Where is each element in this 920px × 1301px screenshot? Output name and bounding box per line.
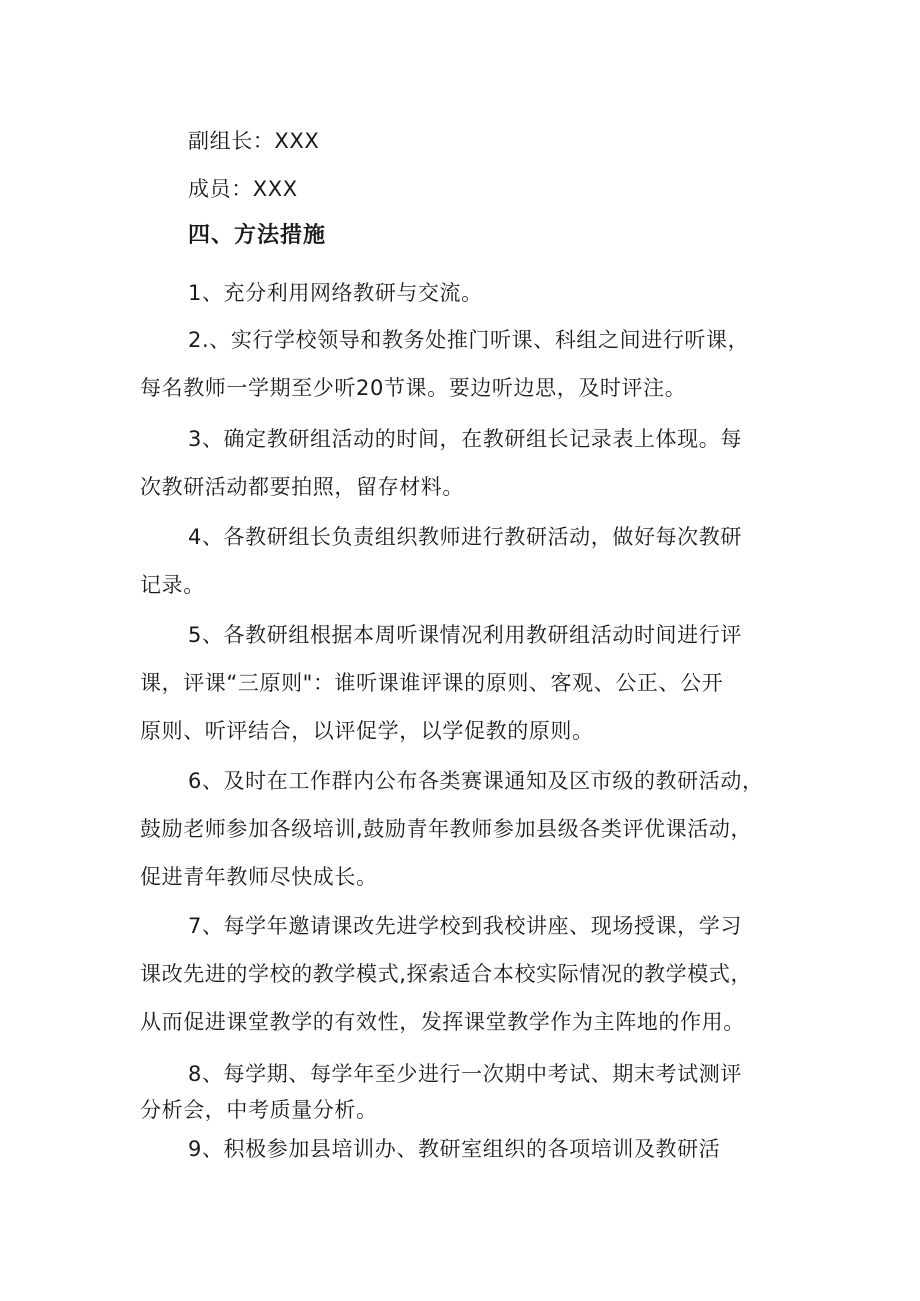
item-1-line-1: 1、充分利用网络教研与交流。 [188,281,483,305]
item-6-line-3: 促进青年教师尽快成长。 [140,865,378,889]
item-5-line-3: 原则、听评结合，以评促学，以学促教的原则。 [140,719,594,743]
item-6-line-1: 6、及时在工作群内公布各类赛课通知及区市级的教研活动， [188,769,764,793]
section-heading: 四、方法措施 [188,223,327,248]
item-5-line-1: 5、各教研组根据本周听课情况利用教研组活动时间进行评 [188,623,742,647]
members-line: 成员：XXX [188,177,298,201]
item-2-line-1: 2.、实行学校领导和教务处推门听课、科组之间进行听课， [188,328,750,352]
item-3-line-2: 次教研活动都要拍照，留存材料。 [140,475,464,499]
item-8-line-2: 分析会，中考质量分析。 [140,1098,378,1122]
item-6-line-2: 鼓励老师参加各级培训,鼓励青年教师参加县级各类评优课活动， [140,817,753,841]
item-2-line-2: 每名教师一学期至少听20节课。要边听边思，及时评注。 [140,376,687,400]
item-5-line-2: 课，评课“三原则"：谁听课谁评课的原则、客观、公正、公开 [140,671,724,695]
item-3-line-1: 3、确定教研组活动的时间，在教研组长记录表上体现。每 [188,427,742,451]
deputy-leader-line: 副组长：XXX [188,129,320,153]
item-4-line-1: 4、各教研组长负责组织教师进行教研活动，做好每次教研 [188,525,742,549]
item-9-line-1: 9、积极参加县培训办、教研室组织的各项培训及教研活 [188,1137,721,1161]
item-8-line-1: 8、每学期、每学年至少进行一次期中考试、期末考试测评 [188,1062,742,1086]
item-7-line-2: 课改先进的学校的教学模式,探索适合本校实际情况的教学模式， [140,962,753,986]
item-7-line-3: 从而促进课堂教学的有效性，发挥课堂教学作为主阵地的作用。 [140,1010,745,1034]
item-7-line-1: 7、每学年邀请课改先进学校到我校讲座、现场授课，学习 [188,914,742,938]
item-4-line-2: 记录。 [140,573,205,597]
